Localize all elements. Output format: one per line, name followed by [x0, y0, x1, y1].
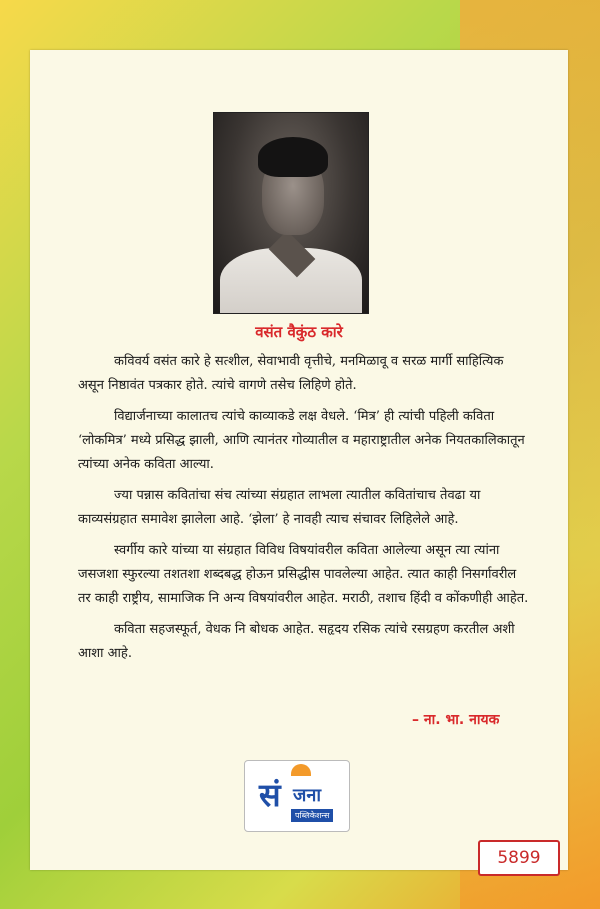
blurb-paragraph-2: विद्यार्जनाच्या कालातच त्यांचे काव्याकडे लक्ष वेधले. ‘मित्र’ ही त्यांची पहिली कविता ‘लोकमित्र’ मध्ये प्रसिद्ध झाली, आणि त्यानंतर गोव्यातील व महाराष्ट्रातील अनेक नियतकालिकातून त्यांच्या अनेक कविता आल्या. — [78, 409, 525, 472]
publisher-logo-sa: सं — [259, 776, 281, 814]
blurb-signature: – ना. भा. नायक — [412, 712, 500, 728]
publisher-logo — [244, 760, 350, 832]
blurb-paragraph-4: स्वर्गीय कारे यांच्या या संग्रहात विविध विषयांवरील कविता आलेल्या असून त्या त्यांना जसजशा स्फुरल्या तशतशा शब्दबद्ध होऊन प्रसिद्धीस पावलेल्या आहेत. त्यात काही निसर्गावरील तर काही राष्ट्रीय, सामाजिक नि अन्य विषयांवरील आहेत. मराठी, तशाच हिंदी व कोंकणीही आहेत. — [78, 543, 529, 606]
blurb-text — [78, 350, 530, 673]
publisher-logo-jana: जना — [293, 785, 322, 806]
sun-icon — [291, 764, 311, 776]
author-photo — [213, 112, 369, 314]
blurb-paragraph-5: कविता सहजस्फूर्त, वेधक नि बोधक आहेत. सहृदय रसिक त्यांचे रसग्रहण करतील अशी आशा आहे. — [78, 622, 515, 661]
photo-hair-shape — [258, 137, 328, 177]
blurb-paragraph-3: ज्या पन्नास कवितांचा संच त्यांच्या संग्रहात लाभला त्यातील कवितांचाच तेवढा या काव्यसंग्रहात समावेश झालेला आहे. ‘झेला’ हे नावही त्याच संचावर लिहिलेले आहे. — [78, 488, 481, 527]
price-stamp-label: 5899 — [478, 840, 560, 876]
author-name-caption: वसंत वैकुंठ कारे — [255, 323, 343, 341]
back-cover-page — [30, 50, 568, 870]
blurb-paragraph-1: कविवर्य वसंत कारे हे सत्शील, सेवाभावी वृत्तीचे, मनमिळावू व सरळ मार्गी साहित्यिक असून निष्ठावंत पत्रकार होते. त्यांचे वागणे तसेच लिहिणे होते. — [78, 354, 504, 393]
publisher-logo-subtitle: पब्लिकेशन्स — [291, 809, 333, 822]
